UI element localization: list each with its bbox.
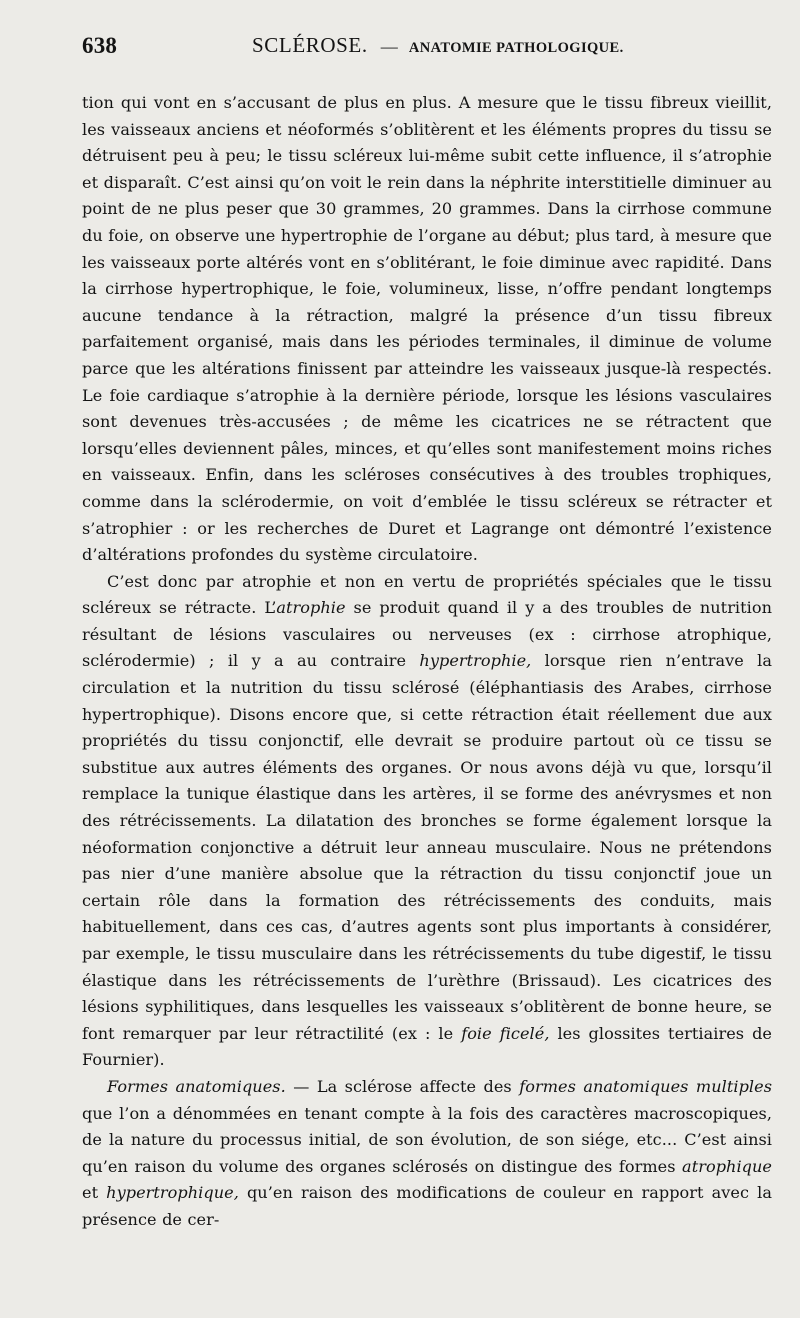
italic-text: formes anatomiques multiples <box>519 1076 773 1096</box>
running-head-separator: — <box>380 37 398 56</box>
italic-text: foie ficelé, <box>461 1023 550 1043</box>
paragraph <box>82 569 772 1074</box>
text-run: C’est donc par atrophie et non en vertu de propriétés spéciales que le tissu scléreux se rétracte. L’ <box>82 571 772 618</box>
page-header <box>82 30 772 70</box>
running-head-section: ANATOMIE PATHOLOGIQUE. <box>408 40 624 56</box>
text-run: — La sclérose affecte des <box>285 1076 520 1096</box>
text-run: tion qui vont en s’accusant de plus en plus. A mesure que le tissu fibreux vieillit, les vaisseaux anciens et néoformés s’oblitèrent et les éléments propres du tissu se détruisent peu à peu; le tissu scléreux lui-même subit cette influence, il s’atrophie et disparaît. C’est ainsi qu’on voit le rein dans la néphrite interstitielle diminuer au point de ne plus peser que 30 grammes, 20 grammes. Dans la cirrhose commune du foie, on observe une hypertrophie de l’organe au début; plus tard, à mesure que les vaisseaux porte altérés vont en s’oblitérant, le foie diminue avec rapidité. Dans la cirrhose hypertrophique, le foie, volumineux, lisse, n’offre pendant longtemps aucune tendance à la rétraction, malgré la présence d’un tissu fibreux parfaitement organisé, mais dans les périodes terminales, il diminue de volume parce que les altérations finissent par atteindre les vaisseaux jusque-là respectés. Le foie cardiaque s’atrophie à la dernière période, lorsque les lésions vasculaires sont devenues très-accusées ; de même les cicatrices ne se rétractent que lorsqu’elles deviennent pâles, minces, et qu’elles sont manifestement moins riches en vaisseaux. Enfin, dans les scléroses consécutives à des troubles trophiques, comme dans la sclérodermie, on voit d’emblée le tissu scléreux se rétracter et s’atrophier : or les recherches de Duret et Lagrange ont démontré l’existence d’altérations profondes du système circulatoire. <box>82 93 772 565</box>
text-run: que l’on a dénommées en tenant compte à la fois des caractères macroscopiques, de la nature du processus initial, de son évolution, de son siége, etc... C’est ainsi qu’en raison du volume des organes sclérosés on distingue des formes <box>82 1103 772 1176</box>
running-head-title: SCLÉROSE. <box>252 33 368 57</box>
italic-text: hypertrophique, <box>106 1183 239 1203</box>
text-run: et <box>82 1183 107 1203</box>
paragraph <box>82 90 772 569</box>
page-number: 638 <box>82 33 118 58</box>
paragraph <box>82 1074 772 1234</box>
italic-text: hypertrophie, <box>419 651 532 671</box>
text-run: lorsque rien n’entrave la circulation et la nutrition du tissu sclérosé (éléphantiasis des Arabes, cirrhose hypertrophique). Disons encore que, si cette rétraction était réellement due aux propriétés du tissu conjonctif, elle devrait se produire partout où ce tissu se substitue aux autres éléments des organes. Or nous avons déjà vu que, lorsqu’il remplace la tunique élastique dans les artères, il se forme des anévrysmes et non des rétrécissements. La dilatation des bronches se forme également lorsque la néoformation conjonctive a détruit leur anneau musculaire. Nous ne prétendons pas nier d’une manière absolue que la rétraction du tissu conjonctif joue un certain rôle dans la formation des rétrécissements des conduits, mais habituellement, dans ces cas, d’autres agents sont plus importants à considérer, par exemple, le tissu musculaire dans les rétrécissements du tube digestif, le tissu élastique dans les rétrécissements de l’urèthre (Brissaud). Les cicatrices des lésions syphilitiques, dans lesquelles les vaisseaux s’oblitèrent de bonne heure, se font remarquer par leur rétractilité (ex : le <box>82 651 772 1043</box>
text-run: qu’en raison des modifications de couleur en rapport avec la présence de cer- <box>82 1183 772 1229</box>
italic-text: atrophique <box>682 1156 772 1176</box>
running-head <box>252 33 624 58</box>
text-run: se produit quand il y a des troubles de nutrition résultant de lésions vasculaires ou nerveuses (ex : cirrhose atrophique, sclérodermie) ; il y a au contraire <box>82 598 772 671</box>
italic-text: Formes anatomiques. <box>107 1076 286 1096</box>
text-run: les glossites tertiaires de Fournier). <box>82 1023 772 1070</box>
italic-text: atrophie <box>276 598 346 618</box>
body-text <box>82 90 772 1234</box>
